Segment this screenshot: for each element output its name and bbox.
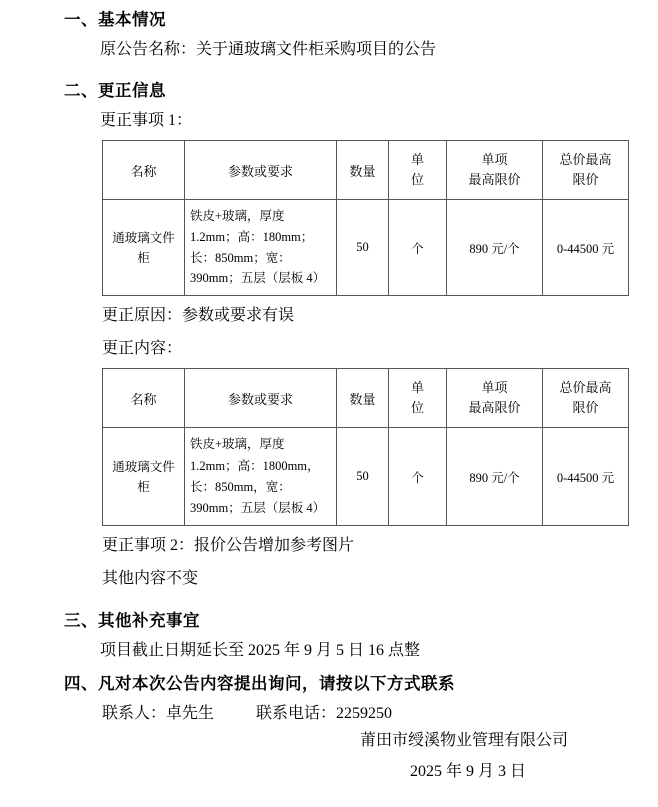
table-header-unit-price-line2: 最高限价 bbox=[468, 172, 521, 188]
cell-unit-price: 890 元/个 bbox=[447, 200, 543, 296]
table-header-unit-price-line1: 单项 bbox=[481, 380, 508, 396]
cell-unit: 个 bbox=[389, 428, 447, 526]
section-heading-supplementary: 三、其他补充事宜 bbox=[64, 611, 200, 630]
table-header-total-price-line1: 总价最高 bbox=[559, 152, 612, 168]
table-header-qty: 数量 bbox=[337, 369, 389, 428]
correction-item-2: 更正事项 2：报价公告增加参考图片 bbox=[102, 537, 355, 555]
cell-unit-price: 890 元/个 bbox=[447, 428, 543, 526]
table-header-name: 名称 bbox=[103, 369, 185, 428]
table-header-unit-line1: 单 bbox=[410, 380, 424, 396]
table-header-total-price-line2: 限价 bbox=[572, 172, 599, 188]
correction-table-after bbox=[102, 368, 629, 526]
section-heading-inquiry-contact: 四、凡对本次公告内容提出询问，请按以下方式联系 bbox=[64, 674, 455, 693]
table-header-unit-price bbox=[447, 369, 543, 428]
cell-total-price: 0-44500 元 bbox=[543, 200, 629, 296]
cell-total-price: 0-44500 元 bbox=[543, 428, 629, 526]
cell-qty: 50 bbox=[337, 428, 389, 526]
table-header-qty: 数量 bbox=[337, 141, 389, 200]
cell-name: 通玻璃文件柜 bbox=[103, 428, 185, 526]
cell-name: 通玻璃文件柜 bbox=[103, 200, 185, 296]
other-content-unchanged: 其他内容不变 bbox=[102, 570, 199, 588]
table-header-unit-price-line2: 最高限价 bbox=[468, 400, 521, 416]
table-header-row bbox=[103, 369, 629, 428]
table-header-unit-price bbox=[447, 141, 543, 200]
table-row bbox=[103, 200, 629, 296]
table-header-unit-price-line1: 单项 bbox=[481, 152, 508, 168]
contact-person: 联系人：卓先生 bbox=[102, 704, 215, 722]
section-heading-basic-info: 一、基本情况 bbox=[64, 11, 166, 29]
section-heading-correction-info: 二、更正信息 bbox=[64, 82, 166, 101]
table-row bbox=[103, 428, 629, 526]
cell-param: 铁皮+玻璃，厚度 1.2mm；高：180mm；长：850mm；宽：390mm；五层（层板 4） bbox=[185, 200, 337, 296]
table-header-unit bbox=[389, 369, 447, 428]
deadline-extension: 项目截止日期延长至 2025 年 9 月 5 日 16 点整 bbox=[100, 641, 421, 659]
original-notice-name: 原公告名称：关于通玻璃文件柜采购项目的公告 bbox=[100, 41, 437, 58]
contact-phone: 联系电话：2259250 bbox=[256, 704, 393, 722]
correction-item-1-label: 更正事项 1： bbox=[100, 112, 193, 130]
table-header-unit bbox=[389, 141, 447, 200]
table-header-param: 参数或要求 bbox=[185, 141, 337, 200]
cell-unit: 个 bbox=[389, 200, 447, 296]
table-header-total-price-line1: 总价最高 bbox=[559, 380, 612, 396]
spacer bbox=[40, 599, 618, 607]
issuing-company: 莆田市绶溪物业管理有限公司 bbox=[359, 731, 568, 749]
correction-table-before bbox=[102, 140, 629, 296]
table-header-param: 参数或要求 bbox=[185, 369, 337, 428]
table-header-total-price-line2: 限价 bbox=[572, 400, 599, 416]
table-header-row bbox=[103, 141, 629, 200]
table-header-total-price bbox=[543, 141, 629, 200]
table-header-name: 名称 bbox=[103, 141, 185, 200]
correction-reason: 更正原因：参数或要求有误 bbox=[102, 306, 295, 324]
cell-qty: 50 bbox=[337, 200, 389, 296]
cell-param: 铁皮+玻璃，厚度 1.2mm；高：1800mm，长：850mm，宽：390mm；五层（层板 4） bbox=[185, 428, 337, 526]
table-header-unit-line1: 单 bbox=[410, 152, 424, 168]
correction-content-label: 更正内容： bbox=[102, 340, 183, 358]
table-header-unit-line2: 位 bbox=[410, 172, 424, 188]
table-header-unit-line2: 位 bbox=[410, 400, 424, 416]
issue-date: 2025 年 9 月 3 日 bbox=[409, 762, 526, 780]
spacer bbox=[40, 69, 618, 77]
contact-line bbox=[102, 700, 618, 723]
table-header-total-price bbox=[543, 369, 629, 428]
